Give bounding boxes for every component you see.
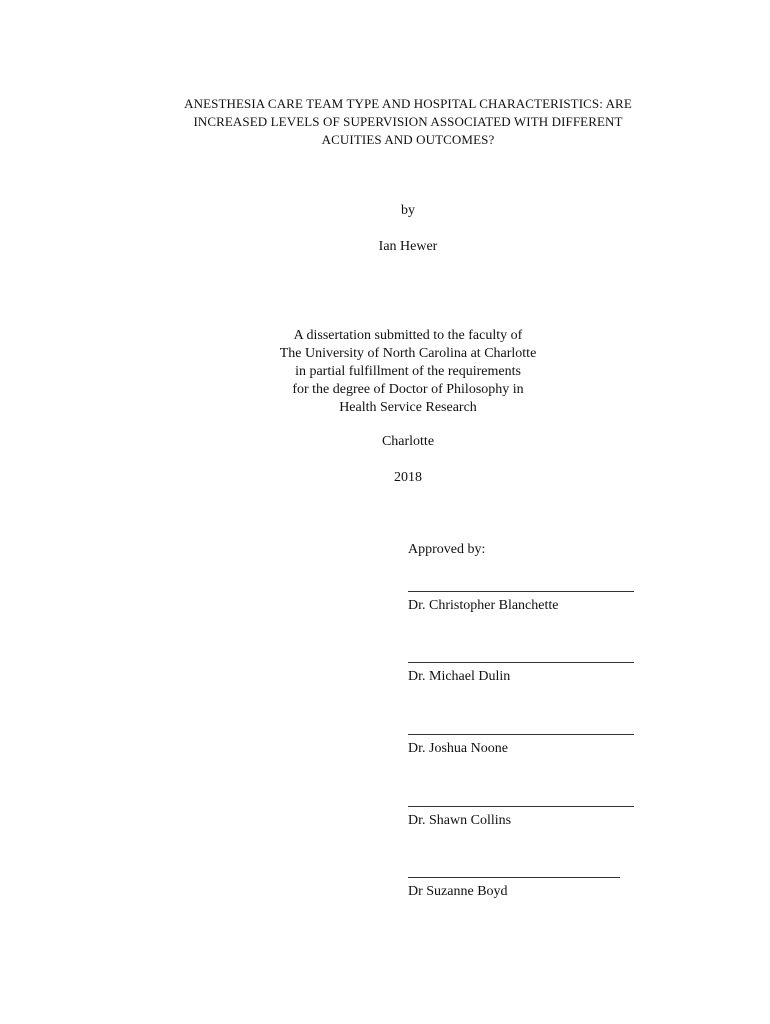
title-line: ACUITIES AND OUTCOMES? (321, 132, 495, 147)
by-label: by (401, 203, 415, 218)
signature-line (408, 806, 634, 807)
signature-block (408, 734, 648, 758)
signer-name: Dr. Michael Dulin (408, 669, 511, 684)
signer-name: Dr. Joshua Noone (408, 741, 508, 756)
statement-line: Health Service Research (339, 400, 477, 415)
signature-block (408, 877, 648, 901)
signer-name: Dr. Shawn Collins (408, 813, 512, 828)
year: 2018 (394, 470, 422, 485)
statement-line: in partial fulfillment of the requirements (295, 364, 521, 379)
signature-line (408, 591, 634, 592)
title-line: ANESTHESIA CARE TEAM TYPE AND HOSPITAL CHARACTERISTICS: ARE (184, 96, 632, 111)
approved-by-label: Approved by: (408, 542, 486, 557)
statement-line: for the degree of Doctor of Philosophy in (292, 382, 524, 397)
signature-line (408, 877, 620, 878)
author-name: Ian Hewer (378, 239, 438, 254)
dissertation-title (110, 95, 706, 149)
statement-line: A dissertation submitted to the faculty of (293, 328, 523, 343)
signer-name: Dr Suzanne Boyd (408, 884, 508, 899)
signature-block (408, 662, 648, 686)
signature-line (408, 734, 634, 735)
signature-block (408, 591, 648, 615)
signature-line (408, 662, 634, 663)
submission-statement (110, 327, 706, 417)
title-line: INCREASED LEVELS OF SUPERVISION ASSOCIATED WITH DIFFERENT (193, 114, 623, 129)
approval-section (408, 541, 668, 559)
statement-line: The University of North Carolina at Charlotte (279, 346, 537, 361)
place: Charlotte (381, 434, 435, 449)
signer-name: Dr. Christopher Blanchette (408, 598, 559, 613)
signature-block (408, 806, 648, 830)
